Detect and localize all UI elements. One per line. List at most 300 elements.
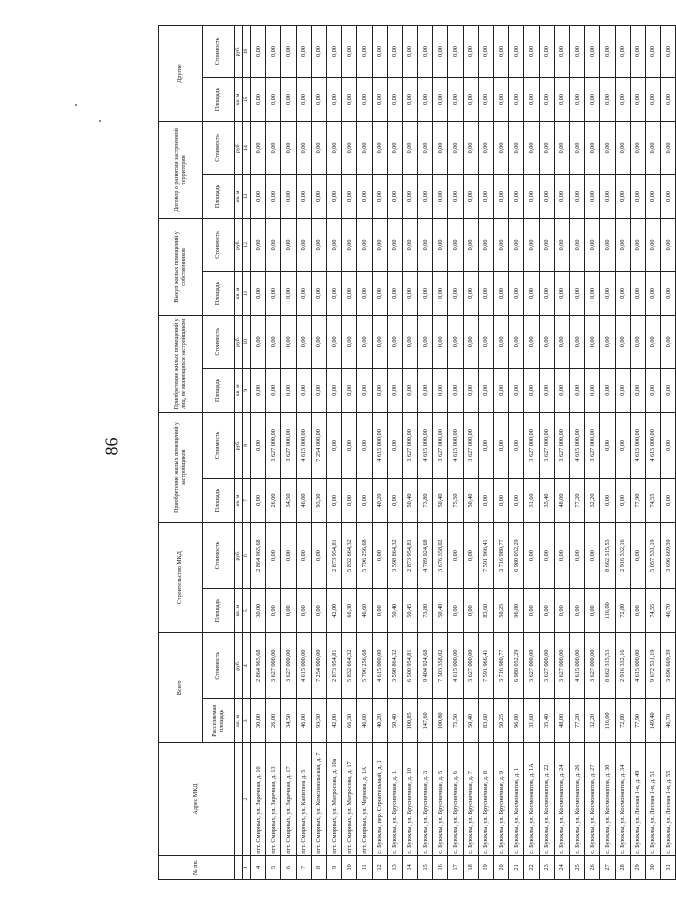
value-cell: 0,00 bbox=[569, 368, 584, 412]
unit-area: кв. м bbox=[235, 589, 243, 633]
value-cell: 0,00 bbox=[281, 523, 296, 589]
value-cell: 0,00 bbox=[372, 368, 387, 412]
value-cell: 3 627 000,00 bbox=[402, 412, 417, 478]
value-cell: 0,00 bbox=[266, 174, 281, 218]
value-cell: 0,00 bbox=[554, 77, 569, 121]
value-cell: 0,00 bbox=[448, 122, 463, 175]
value-cell: 3 627 000,00 bbox=[266, 633, 281, 699]
value-cell: 0,00 bbox=[281, 271, 296, 315]
value-cell: 0,00 bbox=[478, 368, 493, 412]
value-cell: 0,00 bbox=[342, 478, 357, 522]
value-cell: 0,00 bbox=[645, 315, 660, 368]
row-number-cell: 31 bbox=[661, 855, 676, 879]
value-cell: 0,00 bbox=[311, 315, 326, 368]
value-cell: 0,00 bbox=[342, 122, 357, 175]
unit-cost: руб. bbox=[235, 218, 243, 271]
header-construction: Строительство МКД bbox=[159, 523, 203, 633]
value-cell: 0,00 bbox=[539, 315, 554, 368]
address-cell: с. Буюклы, ул. Космонавтов, д. 34 bbox=[615, 743, 630, 855]
address-cell: с. Буюклы, ул. Космонавтов, д. 1А bbox=[524, 743, 539, 855]
value-cell: 35,40 bbox=[539, 699, 554, 743]
value-cell: 0,00 bbox=[494, 478, 509, 522]
value-cell: 0,00 bbox=[311, 271, 326, 315]
value-cell: 0,00 bbox=[281, 368, 296, 412]
value-cell: 74,55 bbox=[645, 478, 660, 522]
value-cell: 46,00 bbox=[296, 699, 311, 743]
address-cell: с. Буюклы, ул. Брусничная, д. 7 bbox=[463, 743, 478, 855]
value-cell: 0,00 bbox=[296, 315, 311, 368]
value-cell: 0,00 bbox=[463, 271, 478, 315]
value-cell: 0,00 bbox=[478, 315, 493, 368]
address-cell: с. Буюклы, ул. Космонавтов, д. 24 bbox=[554, 743, 569, 855]
address-cell: с. Буюклы, пер. Строительный, д. 1 bbox=[372, 743, 387, 855]
value-cell: 0,00 bbox=[311, 77, 326, 121]
value-cell: 2 916 332,16 bbox=[615, 523, 630, 589]
unit-area: кв. м bbox=[235, 77, 243, 121]
value-cell: 0,00 bbox=[266, 589, 281, 633]
value-cell: 0,00 bbox=[585, 218, 600, 271]
value-cell: 5 796 256,68 bbox=[357, 523, 372, 589]
row-number-cell: 14 bbox=[402, 855, 417, 879]
value-cell: 0,00 bbox=[630, 523, 645, 589]
address-cell: пгт. Смирных, ул. Капитана д. 5 bbox=[296, 743, 311, 855]
value-cell: 0,00 bbox=[372, 315, 387, 368]
table-row bbox=[311, 26, 326, 880]
value-cell: 0,00 bbox=[296, 174, 311, 218]
unit-area: кв. м bbox=[235, 271, 243, 315]
value-cell: 0,00 bbox=[463, 26, 478, 78]
value-cell: 0,00 bbox=[615, 122, 630, 175]
value-cell: 0,00 bbox=[448, 523, 463, 589]
header-purchase-non-developer: Приобретение жилых помещений у лиц, не являющихся застройщиком bbox=[159, 315, 203, 412]
value-cell: 0,00 bbox=[630, 174, 645, 218]
value-cell: 116,00 bbox=[600, 589, 615, 633]
address-cell: с. Буюклы, ул. Брусничная, д. 10 bbox=[402, 743, 417, 855]
table-body bbox=[251, 26, 676, 880]
row-number-cell: 21 bbox=[509, 855, 524, 879]
row-number-cell: 25 bbox=[569, 855, 584, 879]
value-cell: 0,00 bbox=[509, 26, 524, 78]
value-cell: 3 696 669,39 bbox=[661, 523, 676, 589]
value-cell: 0,00 bbox=[478, 271, 493, 315]
value-cell: 0,00 bbox=[463, 77, 478, 121]
value-cell: 0,00 bbox=[342, 412, 357, 478]
value-cell: 0,00 bbox=[311, 26, 326, 78]
table-row bbox=[463, 26, 478, 880]
address-cell: с. Буюклы, ул. Лесная 1-я, д. 51 bbox=[645, 743, 660, 855]
value-cell: 4 615 000,00 bbox=[630, 412, 645, 478]
table-row bbox=[524, 26, 539, 880]
value-cell: 5 057 531,19 bbox=[645, 523, 660, 589]
column-number: 16 bbox=[243, 26, 251, 78]
value-cell: 0,00 bbox=[600, 368, 615, 412]
value-cell: 0,00 bbox=[418, 26, 433, 78]
header-buyout: Выкуп жилых помещений у собственников bbox=[159, 218, 203, 315]
value-cell: 0,00 bbox=[326, 122, 341, 175]
column-number: 7 bbox=[243, 478, 251, 522]
value-cell: 0,00 bbox=[463, 368, 478, 412]
value-cell: 100,80 bbox=[433, 699, 448, 743]
value-cell: 40,20 bbox=[372, 478, 387, 522]
address-cell: с. Буюклы, ул. Брусничная, д. 9 bbox=[494, 743, 509, 855]
value-cell: 0,00 bbox=[281, 122, 296, 175]
value-cell: 0,00 bbox=[418, 368, 433, 412]
units-blank bbox=[235, 743, 243, 855]
value-cell: 0,00 bbox=[418, 122, 433, 175]
value-cell: 0,00 bbox=[342, 218, 357, 271]
value-cell: 0,00 bbox=[311, 368, 326, 412]
unit-cost: руб. bbox=[235, 26, 243, 78]
column-number: 2 bbox=[243, 743, 251, 855]
value-cell: 0,00 bbox=[266, 368, 281, 412]
column-number: 3 bbox=[243, 699, 251, 743]
value-cell: 0,00 bbox=[569, 523, 584, 589]
value-cell: 96,80 bbox=[509, 699, 524, 743]
value-cell: 3 627 000,00 bbox=[554, 412, 569, 478]
table-row bbox=[433, 26, 448, 880]
value-cell: 0,00 bbox=[494, 122, 509, 175]
value-cell: 0,00 bbox=[281, 174, 296, 218]
value-cell: 2 873 954,81 bbox=[326, 633, 341, 699]
value-cell: 0,00 bbox=[326, 271, 341, 315]
subheader-area: Расселяемая площадь bbox=[203, 699, 235, 743]
value-cell: 0,00 bbox=[251, 218, 266, 271]
value-cell: 0,00 bbox=[357, 478, 372, 522]
value-cell: 0,00 bbox=[281, 589, 296, 633]
value-cell: 0,00 bbox=[585, 77, 600, 121]
table-row bbox=[372, 26, 387, 880]
value-cell: 0,00 bbox=[357, 174, 372, 218]
value-cell: 46,00 bbox=[296, 478, 311, 522]
column-number: 5 bbox=[243, 589, 251, 633]
value-cell: 8 662 315,53 bbox=[600, 523, 615, 589]
value-cell: 0,00 bbox=[357, 26, 372, 78]
value-cell: 0,00 bbox=[296, 218, 311, 271]
resettlement-table bbox=[158, 25, 676, 880]
header-purchase-developer: Приобретение жилых помещений у застройщиков bbox=[159, 412, 203, 522]
address-cell: с. Буюклы, ул. Брусничная, д. 5 bbox=[433, 743, 448, 855]
value-cell: 0,00 bbox=[311, 174, 326, 218]
table-row bbox=[402, 26, 417, 880]
value-cell: 0,00 bbox=[569, 218, 584, 271]
value-cell: 0,00 bbox=[630, 589, 645, 633]
subheader-area: Площадь bbox=[203, 174, 235, 218]
value-cell: 30,00 bbox=[251, 589, 266, 633]
value-cell: 0,00 bbox=[463, 589, 478, 633]
value-cell: 0,00 bbox=[554, 271, 569, 315]
column-number: 14 bbox=[243, 122, 251, 175]
page-number: 86 bbox=[101, 437, 122, 456]
value-cell: 0,00 bbox=[281, 315, 296, 368]
value-cell: 9 672 531,19 bbox=[645, 633, 660, 699]
value-cell: 3 696 669,39 bbox=[661, 633, 676, 699]
table-row bbox=[600, 26, 615, 880]
value-cell: 0,00 bbox=[569, 26, 584, 78]
value-cell: 7 254 000,00 bbox=[311, 412, 326, 478]
value-cell: 8 662 315,53 bbox=[600, 633, 615, 699]
value-cell: 4 615 000,00 bbox=[448, 412, 463, 478]
address-cell: пгт. Смирных, ул. Чернова, д. 1А bbox=[357, 743, 372, 855]
subheader-area: Площадь bbox=[203, 589, 235, 633]
table-row bbox=[281, 26, 296, 880]
row-number-cell: 12 bbox=[372, 855, 387, 879]
value-cell: 0,00 bbox=[311, 523, 326, 589]
value-cell: 50,40 bbox=[433, 589, 448, 633]
row-number-cell: 8 bbox=[311, 855, 326, 879]
value-cell: 100,85 bbox=[402, 699, 417, 743]
value-cell: 0,00 bbox=[342, 271, 357, 315]
value-cell: 0,00 bbox=[524, 26, 539, 78]
value-cell: 83,60 bbox=[478, 589, 493, 633]
value-cell: 0,00 bbox=[585, 174, 600, 218]
value-cell: 0,00 bbox=[387, 218, 402, 271]
value-cell: 3 627 000,00 bbox=[433, 412, 448, 478]
value-cell: 0,00 bbox=[630, 122, 645, 175]
unit-cost: руб. bbox=[235, 633, 243, 699]
value-cell: 74,55 bbox=[645, 589, 660, 633]
table-row bbox=[494, 26, 509, 880]
value-cell: 0,00 bbox=[569, 589, 584, 633]
value-cell: 0,00 bbox=[372, 589, 387, 633]
value-cell: 0,00 bbox=[463, 174, 478, 218]
column-number: 4 bbox=[243, 633, 251, 699]
column-number: 1 bbox=[243, 855, 251, 879]
value-cell: 0,00 bbox=[448, 271, 463, 315]
scan-speck bbox=[75, 104, 77, 106]
value-cell: 0,00 bbox=[661, 271, 676, 315]
value-cell: 0,00 bbox=[585, 122, 600, 175]
value-cell: 4 615 000,00 bbox=[645, 412, 660, 478]
value-cell: 5 796 256,68 bbox=[357, 633, 372, 699]
value-cell: 75,50 bbox=[448, 478, 463, 522]
value-cell: 0,00 bbox=[326, 478, 341, 522]
row-number-cell: 29 bbox=[630, 855, 645, 879]
value-cell: 7 254 000,00 bbox=[311, 633, 326, 699]
subheader-cost: Стоимость bbox=[203, 218, 235, 271]
value-cell: 0,00 bbox=[418, 315, 433, 368]
value-cell: 0,00 bbox=[311, 122, 326, 175]
value-cell: 0,00 bbox=[630, 218, 645, 271]
table-row bbox=[251, 26, 266, 880]
value-cell: 30,00 bbox=[251, 699, 266, 743]
unit-cost: руб. bbox=[235, 412, 243, 478]
value-cell: 0,00 bbox=[600, 412, 615, 478]
value-cell: 0,00 bbox=[357, 368, 372, 412]
table-row bbox=[539, 26, 554, 880]
value-cell: 0,00 bbox=[615, 26, 630, 78]
subheader-cost: Стоимость bbox=[203, 26, 235, 78]
value-cell: 0,00 bbox=[509, 218, 524, 271]
value-cell: 0,00 bbox=[326, 174, 341, 218]
value-cell: 4 615 000,00 bbox=[630, 633, 645, 699]
value-cell: 0,00 bbox=[509, 478, 524, 522]
subheader-area: Площадь bbox=[203, 77, 235, 121]
value-cell: 0,00 bbox=[615, 315, 630, 368]
value-cell: 4 615 000,00 bbox=[372, 633, 387, 699]
value-cell: 46,70 bbox=[661, 699, 676, 743]
value-cell: 0,00 bbox=[433, 315, 448, 368]
row-number-cell: 20 bbox=[494, 855, 509, 879]
column-number-row bbox=[243, 26, 251, 880]
value-cell: 0,00 bbox=[266, 26, 281, 78]
value-cell: 9 404 924,68 bbox=[418, 633, 433, 699]
value-cell: 0,00 bbox=[661, 218, 676, 271]
value-cell: 2 916 332,16 bbox=[615, 633, 630, 699]
value-cell: 0,00 bbox=[296, 26, 311, 78]
value-cell: 3 627 000,00 bbox=[585, 633, 600, 699]
subheader-area: Площадь bbox=[203, 368, 235, 412]
table-row bbox=[478, 26, 493, 880]
value-cell: 0,00 bbox=[509, 174, 524, 218]
value-cell: 2 864 965,68 bbox=[251, 633, 266, 699]
value-cell: 50,40 bbox=[463, 699, 478, 743]
value-cell: 66,30 bbox=[342, 589, 357, 633]
table-row bbox=[509, 26, 524, 880]
value-cell: 31,60 bbox=[524, 699, 539, 743]
value-cell: 0,00 bbox=[569, 122, 584, 175]
value-cell: 0,00 bbox=[478, 26, 493, 78]
value-cell: 0,00 bbox=[266, 122, 281, 175]
address-cell: с. Буюклы, ул. Космонавтов, д. 22 bbox=[539, 743, 554, 855]
address-cell: пгт. Смирных, ул. Комсомольская, д. 7 bbox=[311, 743, 326, 855]
value-cell: 50,40 bbox=[387, 589, 402, 633]
value-cell: 0,00 bbox=[402, 218, 417, 271]
value-cell: 3 627 000,00 bbox=[539, 633, 554, 699]
column-number: 10 bbox=[243, 315, 251, 368]
value-cell: 77,20 bbox=[569, 699, 584, 743]
value-cell: 0,00 bbox=[569, 315, 584, 368]
value-cell: 0,00 bbox=[342, 26, 357, 78]
value-cell: 0,00 bbox=[402, 368, 417, 412]
column-number: 8 bbox=[243, 412, 251, 478]
value-cell: 0,00 bbox=[402, 315, 417, 368]
value-cell: 6 980 052,29 bbox=[509, 523, 524, 589]
value-cell: 2 864 965,68 bbox=[251, 523, 266, 589]
value-cell: 0,00 bbox=[478, 174, 493, 218]
value-cell: 0,00 bbox=[524, 174, 539, 218]
value-cell: 0,00 bbox=[402, 26, 417, 78]
rotated-table-area bbox=[158, 25, 672, 880]
value-cell: 0,00 bbox=[554, 523, 569, 589]
table-row bbox=[630, 26, 645, 880]
value-cell: 0,00 bbox=[615, 218, 630, 271]
value-cell: 0,00 bbox=[554, 368, 569, 412]
value-cell: 0,00 bbox=[661, 174, 676, 218]
address-cell: пгт. Смирных, ул. Заречная, д. 13 bbox=[266, 743, 281, 855]
value-cell: 3 627 000,00 bbox=[463, 633, 478, 699]
value-cell: 0,00 bbox=[478, 77, 493, 121]
value-cell: 34,50 bbox=[281, 699, 296, 743]
value-cell: 0,00 bbox=[387, 174, 402, 218]
value-cell: 0,00 bbox=[311, 218, 326, 271]
unit-area: кв. м bbox=[235, 368, 243, 412]
value-cell: 5 832 664,32 bbox=[342, 633, 357, 699]
value-cell: 0,00 bbox=[281, 77, 296, 121]
value-cell: 0,00 bbox=[509, 368, 524, 412]
table-row bbox=[615, 26, 630, 880]
subheader-cost: Стоимость bbox=[203, 315, 235, 368]
header-territory: Договор о развитии застроенной территории bbox=[159, 122, 203, 219]
value-cell: 4 789 924,68 bbox=[418, 523, 433, 589]
value-cell: 0,00 bbox=[509, 122, 524, 175]
value-cell: 48,00 bbox=[554, 478, 569, 522]
value-cell: 0,00 bbox=[600, 478, 615, 522]
value-cell: 0,00 bbox=[372, 26, 387, 78]
value-cell: 0,00 bbox=[402, 271, 417, 315]
value-cell: 0,00 bbox=[524, 523, 539, 589]
value-cell: 0,00 bbox=[615, 77, 630, 121]
address-cell: с. Буюклы, ул. Космонавтов, д. 1 bbox=[509, 743, 524, 855]
value-cell: 34,50 bbox=[281, 478, 296, 522]
value-cell: 0,00 bbox=[402, 174, 417, 218]
row-number-cell: 18 bbox=[463, 855, 478, 879]
address-cell: с. Буюклы, ул. Брусничная, д. 3 bbox=[418, 743, 433, 855]
value-cell: 3 627 000,00 bbox=[524, 633, 539, 699]
row-number-cell: 16 bbox=[433, 855, 448, 879]
column-number: 12 bbox=[243, 218, 251, 271]
value-cell: 4 615 000,00 bbox=[296, 633, 311, 699]
value-cell: 0,00 bbox=[661, 77, 676, 121]
value-cell: 0,00 bbox=[645, 122, 660, 175]
value-cell: 2 873 954,81 bbox=[326, 523, 341, 589]
value-cell: 0,00 bbox=[645, 218, 660, 271]
value-cell: 0,00 bbox=[554, 589, 569, 633]
value-cell: 77,90 bbox=[630, 478, 645, 522]
value-cell: 0,00 bbox=[387, 122, 402, 175]
value-cell: 0,00 bbox=[600, 218, 615, 271]
value-cell: 40,20 bbox=[372, 699, 387, 743]
value-cell: 0,00 bbox=[630, 315, 645, 368]
table-row bbox=[585, 26, 600, 880]
value-cell: 0,00 bbox=[463, 315, 478, 368]
value-cell: 0,00 bbox=[357, 271, 372, 315]
value-cell: 0,00 bbox=[357, 122, 372, 175]
value-cell: 0,00 bbox=[600, 122, 615, 175]
value-cell: 0,00 bbox=[342, 174, 357, 218]
value-cell: 50,40 bbox=[387, 699, 402, 743]
value-cell: 0,00 bbox=[509, 271, 524, 315]
value-cell: 0,00 bbox=[569, 271, 584, 315]
address-cell: пгт. Смирных, ул. Матросова, д. 10а bbox=[326, 743, 341, 855]
value-cell: 0,00 bbox=[296, 271, 311, 315]
value-cell: 3 627 000,00 bbox=[463, 412, 478, 478]
value-cell: 0,00 bbox=[463, 218, 478, 271]
value-cell: 0,00 bbox=[296, 77, 311, 121]
value-cell: 0,00 bbox=[661, 315, 676, 368]
value-cell: 0,00 bbox=[357, 315, 372, 368]
value-cell: 3 598 864,32 bbox=[387, 633, 402, 699]
value-cell: 0,00 bbox=[539, 523, 554, 589]
value-cell: 35,40 bbox=[539, 478, 554, 522]
row-number-cell: 30 bbox=[645, 855, 660, 879]
value-cell: 7 303 358,02 bbox=[433, 633, 448, 699]
value-cell: 0,00 bbox=[585, 26, 600, 78]
value-cell: 4 615 000,00 bbox=[418, 412, 433, 478]
address-cell: пгт. Смирных, ул. Заречная, д. 10 bbox=[251, 743, 266, 855]
value-cell: 0,00 bbox=[357, 412, 372, 478]
value-cell: 0,00 bbox=[311, 589, 326, 633]
row-number-cell: 4 bbox=[251, 855, 266, 879]
value-cell: 0,00 bbox=[661, 122, 676, 175]
value-cell: 0,00 bbox=[251, 122, 266, 175]
address-cell: с. Буюклы, ул. Лесная 1-я, д. 49 bbox=[630, 743, 645, 855]
value-cell: 0,00 bbox=[524, 315, 539, 368]
value-cell: 0,00 bbox=[661, 478, 676, 522]
value-cell: 0,00 bbox=[296, 122, 311, 175]
value-cell: 0,00 bbox=[539, 589, 554, 633]
row-number-cell: 10 bbox=[342, 855, 357, 879]
value-cell: 46,60 bbox=[357, 699, 372, 743]
